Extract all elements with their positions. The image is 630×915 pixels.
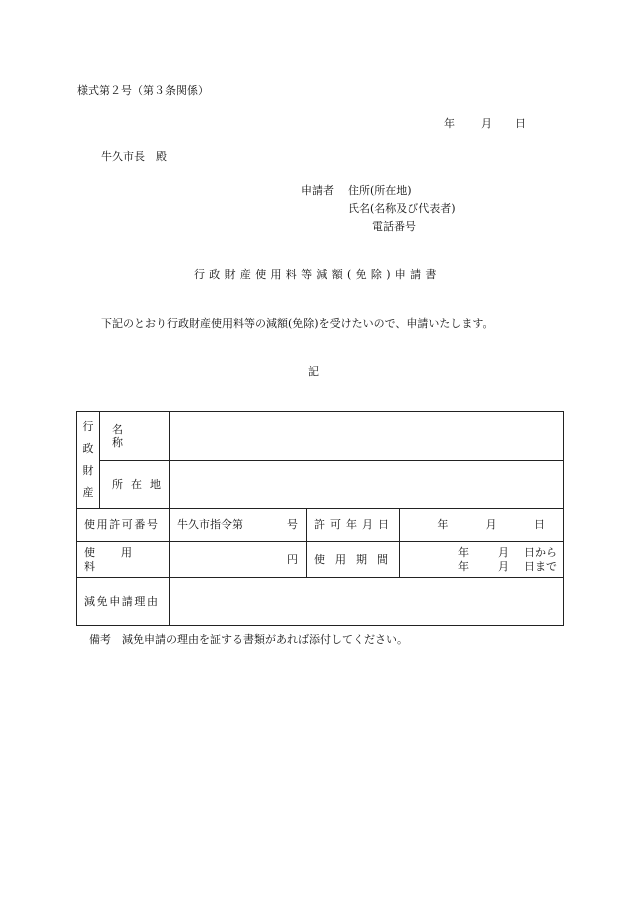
group-char: 産 [82, 486, 94, 499]
footnote: 備考 減免申請の理由を証する書類があれば添付してください。 [89, 633, 408, 646]
applicant-phone-label: 電話番号 [372, 220, 416, 233]
location-label-cell [100, 461, 170, 509]
period-label-cell [307, 542, 400, 578]
fee-field[interactable] [170, 542, 307, 578]
fee-label-cell [77, 542, 170, 578]
permit-date-year: 年 [437, 518, 449, 532]
body-text: 下記のとおり行政財産使用料等の減額(免除)を受けたいので、申請いたします。 [101, 317, 494, 330]
period-to-day: 日まで [524, 560, 558, 573]
location-label: 所在地 [112, 477, 169, 491]
period-from-day: 日から [524, 545, 558, 559]
application-form-table [76, 411, 564, 626]
location-value-field[interactable] [170, 461, 564, 509]
permit-no-label-cell [77, 509, 170, 542]
name-value-field[interactable] [170, 412, 564, 461]
reason-label: 減免申請理由 [84, 594, 160, 608]
group-char: 政 [82, 442, 94, 455]
fee-unit: 円 [287, 552, 298, 566]
permit-date-day: 日 [534, 518, 546, 532]
permit-date-label: 許可年月日 [314, 518, 394, 532]
document-title: 行政財産使用料等減額(免除)申請書 [194, 268, 441, 281]
property-group-label [77, 412, 100, 509]
applicant-name-label: 氏名(名称及び代表者) [348, 202, 456, 215]
permit-no-suffix: 号 [287, 518, 298, 532]
addressee: 牛久市長 殿 [101, 150, 167, 163]
period-from-year: 年 [458, 545, 470, 559]
permit-date-month: 月 [485, 518, 497, 532]
period-from-month: 月 [498, 545, 510, 559]
ki-marker: 記 [308, 365, 319, 378]
permit-no-prefix: 牛久市指令第 [177, 518, 243, 532]
date-day: 日 [515, 117, 526, 130]
applicant-address-label: 住所(所在地) [348, 184, 412, 197]
date-year: 年 [444, 117, 455, 130]
period-field[interactable] [400, 542, 564, 578]
reason-label-cell [77, 578, 170, 626]
reason-value-field[interactable] [170, 578, 564, 626]
date-month: 月 [481, 117, 492, 130]
form-number: 様式第２号（第３条関係） [77, 84, 209, 97]
permit-date-label-cell [307, 509, 400, 542]
applicant-label: 申請者 [301, 184, 334, 197]
fee-label: 使用料 [84, 546, 158, 573]
group-char: 財 [82, 464, 94, 477]
period-label: 使用期間 [314, 552, 398, 566]
permit-no-label: 使用許可番号 [84, 518, 160, 532]
period-to-year: 年 [458, 560, 470, 573]
name-label: 名称 [112, 422, 143, 449]
name-label-cell [100, 412, 170, 461]
group-char: 行 [82, 420, 94, 433]
period-to-month: 月 [498, 560, 510, 573]
permit-no-field[interactable] [170, 509, 307, 542]
permit-date-field[interactable] [400, 509, 564, 542]
